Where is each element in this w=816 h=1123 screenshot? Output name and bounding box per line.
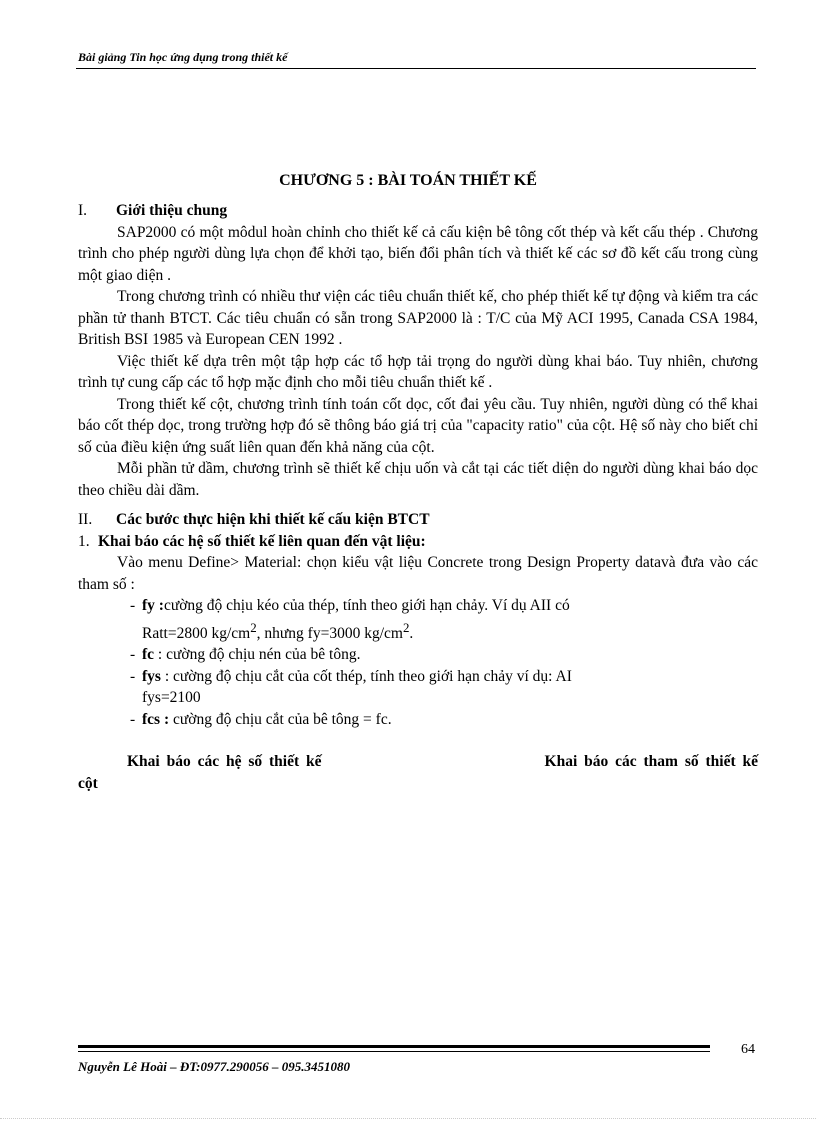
definition-line: fys=2100 [142,689,201,707]
superscript: 2 [402,619,410,635]
paragraph: Mỗi phần tử dầm, chương trình sẽ thiết kế chịu uốn và cắt tại các tiết diện do người dùng khai báo dọc theo chiều dài dầm. [78,460,758,499]
page-body [78,200,758,794]
figure-captions [78,751,758,773]
definition-line: , nhưng fy=3000 kg/cm [256,624,403,642]
definition: cường độ chịu cắt của bê tông = fc. [169,710,392,728]
list-bullet: - [130,646,136,664]
paragraph: Trong chương trình có nhiều thư viện các tiêu chuẩn thiết kế, cho phép thiết kế tự động và kiểm tra các phần tử thanh BTCT. Các tiêu chuẩn có sẵn trong SAP2000 là : T/C của Mỹ ACI 1995, Canada CSA 1984, British BSI 1985 và European CEN 1992 . [78,288,758,348]
list-item [130,595,758,644]
running-header: Bài giảng Tin học ứng dụng trong thiết kế [78,50,288,64]
paragraph: Trong thiết kế cột, chương trình tính toán cốt dọc, cốt đai yêu cầu. Tuy nhiên, người dùng có thể khai báo cốt thép dọc, trong trường hợp đó sẽ thông báo giá trị của "capacity ratio" của cột. Hệ số này cho biết chỉ số của điều kiện ứng suất liên quan đến khả năng của cột. [78,395,758,456]
definition-line: . [409,624,414,642]
subsection-title: Khai báo các hệ số thiết kế liên quan đến vật liệu: [98,532,426,550]
subsection-heading [78,531,758,553]
paragraph: Vào menu Define> Material: chọn kiểu vật liệu Concrete trong Design Property datavà đưa vào các tham số : [78,554,758,593]
section-number: I. [78,202,88,219]
definition-line: Ratt=2800 kg/cm [142,624,251,642]
chapter-title: CHƯƠNG 5 : BÀI TOÁN THIẾT KẾ [279,172,537,189]
caption-right: Khai báo các tham số thiết kế [544,753,758,771]
term: fys [142,667,161,685]
section-title: Các bước thực hiện khi thiết kế cấu kiện BTCT [116,511,430,528]
page-number: 64 [741,1042,755,1057]
page-edge [0,1118,816,1119]
definition: : cường độ chịu nén của bê tông. [154,646,361,664]
list-bullet: - [130,667,136,685]
superscript: 2 [250,619,257,635]
section-number: II. [78,511,93,528]
term: fcs : [142,710,170,728]
caption-continuation: cột [78,774,98,792]
term: fy : [142,597,164,614]
subsection-number: 1. [78,532,90,550]
paragraph: Việc thiết kế dựa trên một tập hợp các tổ hợp tải trọng do người dùng khai báo. Tuy nhiên, chương trình tự cung cấp các tổ hợp mặc định cho mỗi tiêu chuẩn thiết kế . [78,352,758,391]
term: fc [142,646,155,664]
caption-left: Khai báo các hệ số thiết kế [127,753,322,771]
section-title: Giới thiệu chung [116,202,228,219]
list-bullet: - [130,710,136,728]
header-divider [76,68,756,69]
definition: : cường độ chịu cắt của cốt thép, tính theo giới hạn chảy ví dụ: AI [160,667,572,685]
list-item [130,644,758,666]
section-heading-1 [78,200,758,222]
footer-author: Nguyễn Lê Hoài – ĐT:0977.290056 – 095.3451080 [78,1059,351,1074]
list-item [130,666,758,709]
footer-divider-thick [78,1045,710,1048]
definition: cường độ chịu kéo của thép, tính theo giới hạn chảy. Ví dụ AII có [163,597,570,614]
list-item [130,709,758,731]
list-bullet: - [130,597,136,614]
paragraph: SAP2000 có một môdul hoàn chỉnh cho thiết kế cả cấu kiện bê tông cốt thép và kết cấu thép . Chương trình cho phép người dùng lựa chọn để khởi tạo, biến đổi phân tích và thiết kế các sơ đồ kết cấu trong cùng một giao diện . [78,223,758,284]
section-heading-2 [78,509,758,531]
parameter-list [78,595,758,730]
footer-divider-thin [78,1051,710,1052]
